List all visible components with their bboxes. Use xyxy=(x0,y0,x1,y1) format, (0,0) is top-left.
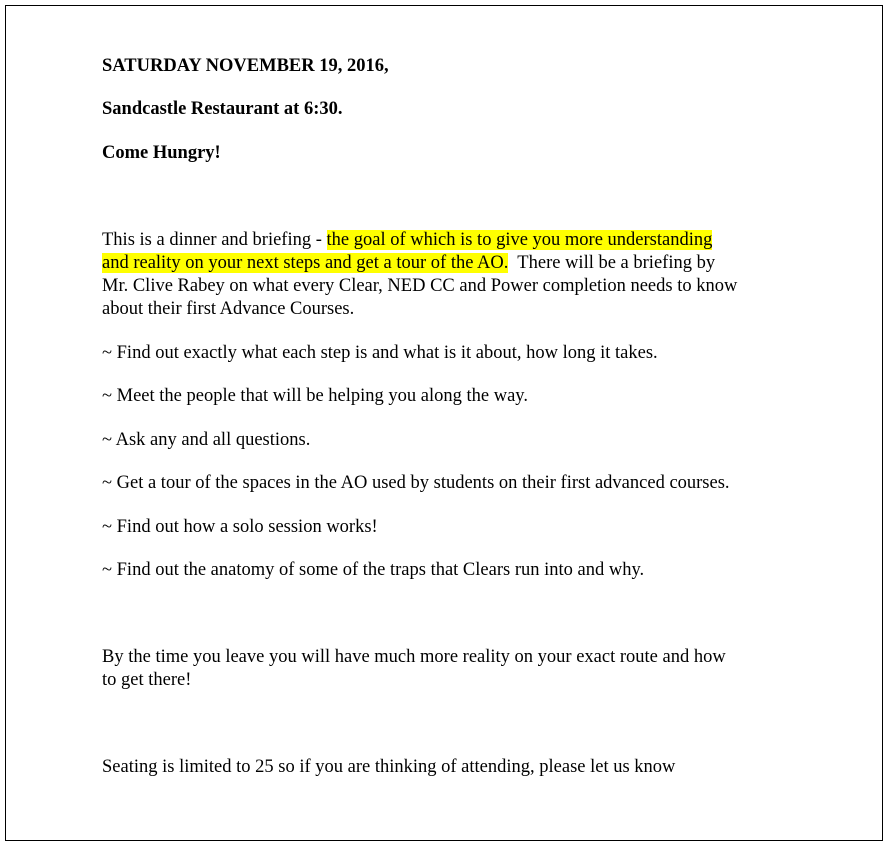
closing-line-2: to get there! xyxy=(102,670,192,690)
intro-line-2 xyxy=(102,252,715,275)
bullet-item: ~ Find out how a solo session works! xyxy=(102,517,378,537)
highlighted-text: the goal of which is to give you more understanding xyxy=(326,230,713,250)
seating-note: Seating is limited to 25 so if you are thinking of attending, please let us know xyxy=(102,757,676,777)
bullet-item: ~ Get a tour of the spaces in the AO used by students on their first advanced courses. xyxy=(102,473,730,493)
intro-text: There will be a briefing by xyxy=(508,253,716,273)
bullet-item: ~ Meet the people that will be helping you along the way. xyxy=(102,386,528,406)
bullet-item: ~ Find out the anatomy of some of the traps that Clears run into and why. xyxy=(102,560,645,580)
intro-line-3: Mr. Clive Rabey on what every Clear, NED CC and Power completion needs to know xyxy=(102,276,738,296)
bullet-item: ~ Find out exactly what each step is and what is it about, how long it takes. xyxy=(102,343,658,363)
heading-venue: Sandcastle Restaurant at 6:30. xyxy=(102,99,343,119)
bullet-item: ~ Ask any and all questions. xyxy=(102,430,311,450)
intro-text: This is a dinner and briefing - xyxy=(102,230,327,250)
heading-date: SATURDAY NOVEMBER 19, 2016, xyxy=(102,56,389,76)
highlighted-text: and reality on your next steps and get a tour of the AO. xyxy=(102,253,509,273)
closing-line-1: By the time you leave you will have much more reality on your exact route and how xyxy=(102,647,726,667)
document-page xyxy=(5,5,883,841)
intro-line-4: about their first Advance Courses. xyxy=(102,299,355,319)
heading-hungry: Come Hungry! xyxy=(102,143,221,163)
intro-line-1 xyxy=(102,229,712,252)
